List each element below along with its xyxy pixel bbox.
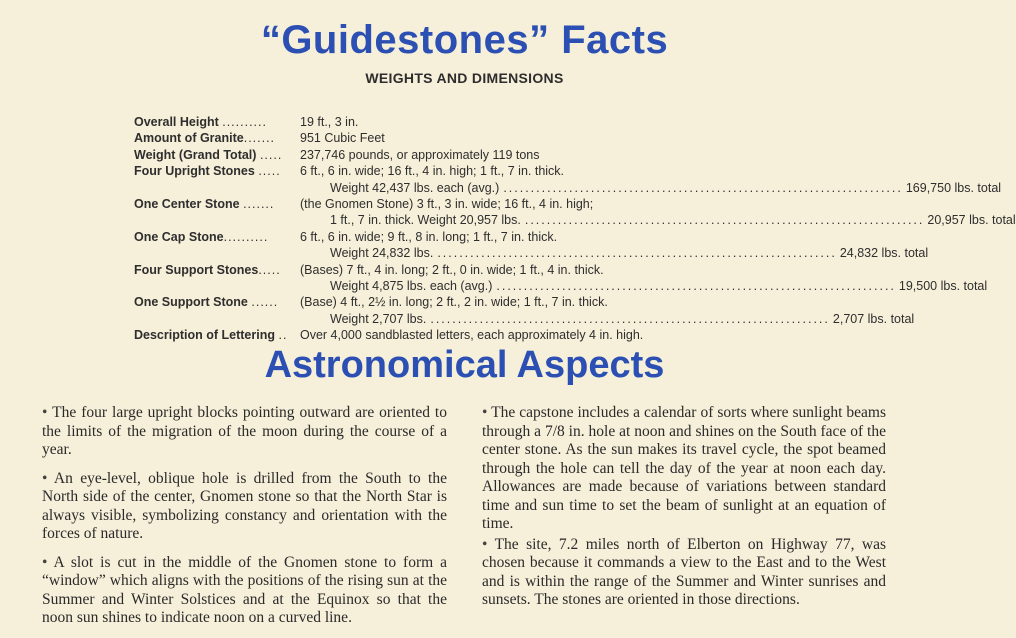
bullet: • [42, 469, 48, 487]
label-leader: ..... [258, 262, 281, 277]
fact-row-weight-total [134, 147, 804, 163]
fact-value: 6 ft., 6 in. wide; 9 ft., 8 in. long; 1 ft., 7 in. thick. [300, 229, 558, 244]
fact-row-four-upright [134, 163, 804, 179]
fact-total: 2,707 lbs. total [832, 311, 915, 326]
astro-paragraph-text: An eye-level, oblique hole is drilled from the South to the North side of the center, Gnomen stone so that the North Star is always visible, symbolizing constancy and orientation with the forces of nature. [42, 469, 447, 542]
astro-paragraph-text: The site, 7.2 miles north of Elberton on Highway 77, was chosen because it commands a view to the East and to the West and is within the range of the Summer and Winter sunrises and sunsets. The stones are oriented in those directions. [482, 535, 886, 608]
fact-detail: Weight 2,707 lbs. [330, 311, 427, 326]
fact-detail: Weight 4,875 lbs. each (avg.) [330, 279, 493, 294]
facts-table [134, 114, 1016, 344]
fact-total: 20,957 lbs. total [927, 213, 1016, 228]
fact-value: (Bases) 7 ft., 4 in. long; 2 ft., 0 in. wide; 1 ft., 4 in. thick. [300, 262, 604, 277]
fact-detail-row [134, 180, 1002, 196]
label-leader: ....... [243, 197, 275, 212]
fact-label: Four Upright Stones [134, 164, 255, 179]
fact-label: Overall Height [134, 115, 219, 129]
astro-paragraph-text: The four large upright blocks pointing outward are oriented to the limits of the migration of the moon during the course of a year. [42, 404, 447, 458]
fact-value: 19 ft., 3 in. [300, 115, 359, 129]
astro-paragraph [482, 536, 886, 610]
astro-paragraph-text: A slot is cut in the middle of the Gnomen stone to form a “window” which aligns with the positions of the rising sun at the Summer and Winter Solstices and at the Equinox so that the noon sun shines to indicate noon on a curved line. [42, 553, 447, 626]
fact-label: Weight (Grand Total) [134, 147, 257, 162]
fact-value: (the Gnomen Stone) 3 ft., 3 in. wide; 16 ft., 4 in. high; [300, 197, 594, 212]
dot-leader: ......................................................................... [503, 180, 903, 195]
label-leader: .......... [223, 229, 269, 244]
label-leader: .. [278, 328, 288, 343]
fact-detail: Weight 42,437 lbs. each (avg.) [330, 180, 500, 195]
fact-label: Amount of Granite [134, 131, 244, 146]
fact-row-center-stone [134, 196, 804, 212]
fact-label: One Center Stone [134, 197, 240, 212]
page-subtitle: WEIGHTS AND DIMENSIONS [365, 70, 564, 86]
label-leader: ....... [243, 131, 276, 146]
astro-paragraph-text: The capstone includes a calendar of sorts where sunlight beams through a 7/8 in. hole at noon and shines on the South face of the center stone. As the sun makes its travel cycle, the spot beamed through the hole can tell the day of the year at noon each day. Allowances are made because of variations between standard time and sun time to set the beam of sunlight at an equation of time. [482, 404, 886, 532]
label-leader: ...... [251, 295, 279, 310]
fact-label: One Cap Stone [134, 229, 224, 244]
label-leader: .......... [222, 115, 267, 129]
bullet: • [42, 553, 48, 571]
fact-row-overall-height [134, 114, 804, 130]
fact-detail-row [134, 212, 1016, 228]
fact-detail: 1 ft., 7 in. thick. Weight 20,957 lbs. [330, 213, 521, 228]
fact-total: 169,750 lbs. total [905, 180, 1002, 195]
dot-leader: ......................................................................... [524, 213, 925, 228]
dot-leader: ......................................................................... [437, 246, 837, 261]
fact-label: One Support Stone [134, 295, 248, 310]
fact-row-cap-stone [134, 229, 804, 245]
astro-paragraph [42, 404, 447, 460]
fact-label: Four Support Stones [134, 262, 259, 277]
fact-value: 237,746 pounds, or approximately 119 tons [300, 147, 540, 162]
fact-detail-row [134, 278, 988, 294]
section-title: Astronomical Aspects [264, 344, 665, 386]
fact-value: Over 4,000 sandblasted letters, each approximately 4 in. high. [300, 328, 644, 343]
astro-column-left [42, 404, 447, 638]
astro-column-right [482, 404, 886, 620]
astro-paragraph [482, 404, 886, 534]
dot-leader: ......................................................................... [430, 311, 830, 326]
bullet: • [482, 404, 488, 421]
bullet: • [42, 404, 48, 421]
fact-label: Description of Lettering [134, 328, 275, 343]
astro-paragraph [42, 470, 447, 544]
bullet: • [482, 535, 488, 553]
fact-row-amount-of-granite [134, 130, 804, 146]
dot-leader: ......................................................................... [496, 279, 896, 294]
fact-value: (Base) 4 ft., 2½ in. long; 2 ft., 2 in. wide; 1 ft., 7 in. thick. [300, 295, 608, 310]
fact-detail-row [134, 245, 929, 261]
fact-row-lettering [134, 327, 804, 343]
label-leader: ..... [258, 164, 281, 179]
fact-total: 24,832 lbs. total [839, 246, 929, 261]
fact-value: 6 ft., 6 in. wide; 16 ft., 4 in. high; 1 ft., 7 in. thick. [300, 164, 565, 179]
fact-detail-row [134, 311, 915, 327]
fact-total: 19,500 lbs. total [898, 279, 988, 294]
page-title: “Guidestones” Facts [260, 18, 669, 62]
astro-paragraph [42, 554, 447, 628]
fact-row-four-support [134, 262, 804, 278]
fact-value: 951 Cubic Feet [300, 131, 385, 146]
fact-detail: Weight 24,832 lbs. [330, 246, 434, 261]
fact-row-one-support [134, 294, 804, 310]
label-leader: ..... [259, 147, 283, 162]
